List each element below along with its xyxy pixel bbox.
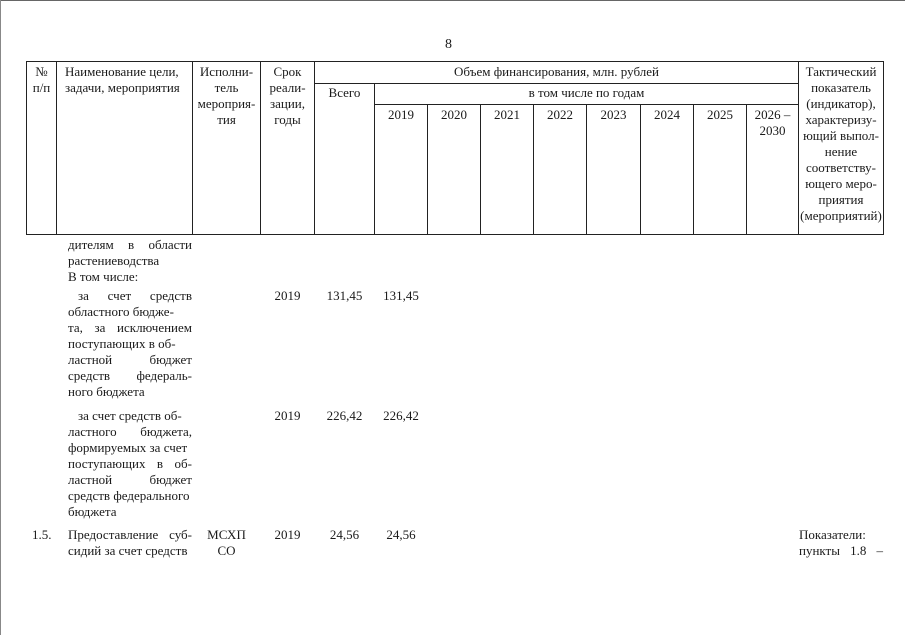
row-term: 2019: [274, 408, 301, 423]
header-col-funding: Объем финансирования, млн. рублей: [454, 64, 659, 79]
header-year-2024: 2024: [654, 107, 680, 122]
header-col-by-years: в том числе по годам: [528, 85, 645, 100]
header-year-2019: 2019: [388, 107, 414, 122]
row-total: 131,45: [326, 288, 363, 303]
col-divider: [56, 61, 57, 235]
col-divider: [586, 104, 587, 235]
row-indicator: Показатели: пункты 1.8 –: [799, 527, 883, 558]
header-col-indicator: Тактический показатель (индикатор), характеризу- ющий выпол- нение соответству- ющего меро- приятия (мероприятий): [800, 64, 882, 223]
header-col-term: Срок реали- зации, годы: [269, 64, 306, 127]
header-border-right: [883, 61, 884, 235]
header-year-2025: 2025: [707, 107, 733, 122]
row-term: 2019: [274, 288, 301, 303]
col-divider: [427, 104, 428, 235]
row-2019: 226,42: [383, 408, 419, 423]
row-term: 2019: [274, 527, 301, 542]
col-divider: [640, 104, 641, 235]
table-header: [26, 61, 884, 235]
page-border-top: [0, 0, 905, 1]
row-total: 226,42: [326, 408, 363, 423]
page-number: 8: [445, 37, 452, 52]
row-2019: 131,45: [383, 288, 419, 303]
header-year-2022: 2022: [547, 107, 573, 122]
col-divider: [533, 104, 534, 235]
funding-group-divider: [314, 83, 798, 84]
row-name: Предоставление суб- сидий за счет средств: [68, 527, 192, 558]
header-col-name: Наименование цели, задачи, мероприятия: [65, 64, 180, 95]
row-executor: МСХП СО: [207, 527, 246, 558]
row-number: 1.5.: [32, 527, 52, 542]
header-col-total: Всего: [328, 85, 361, 100]
row-total: 24,56: [329, 527, 360, 542]
header-col-executor: Исполни- тель мероприя- тия: [197, 64, 256, 127]
page-border-left: [0, 0, 1, 635]
header-border-bottom: [26, 234, 884, 235]
row-name: за счет средств областного бюдже- та, за исключением поступающих в об- ластной бюджет средств федераль- ного бюджета: [68, 288, 192, 399]
table-row: дителям в области растениеводства В том числе:: [68, 237, 192, 284]
col-divider: [480, 104, 481, 235]
header-year-2026-2030: 2026 – 2030: [754, 107, 791, 138]
header-year-2021: 2021: [494, 107, 520, 122]
col-divider: [693, 104, 694, 235]
row-name: за счет средств об- ластного бюджета, формируемых за счет поступающих в об- ластной бюджет средств федерального бюджета: [68, 408, 192, 519]
header-year-2020: 2020: [441, 107, 467, 122]
row-2019: 24,56: [386, 527, 416, 542]
header-year-2023: 2023: [600, 107, 627, 122]
header-border-top: [26, 61, 884, 62]
col-divider: [374, 83, 375, 235]
header-col-number: № п/п: [32, 64, 51, 95]
